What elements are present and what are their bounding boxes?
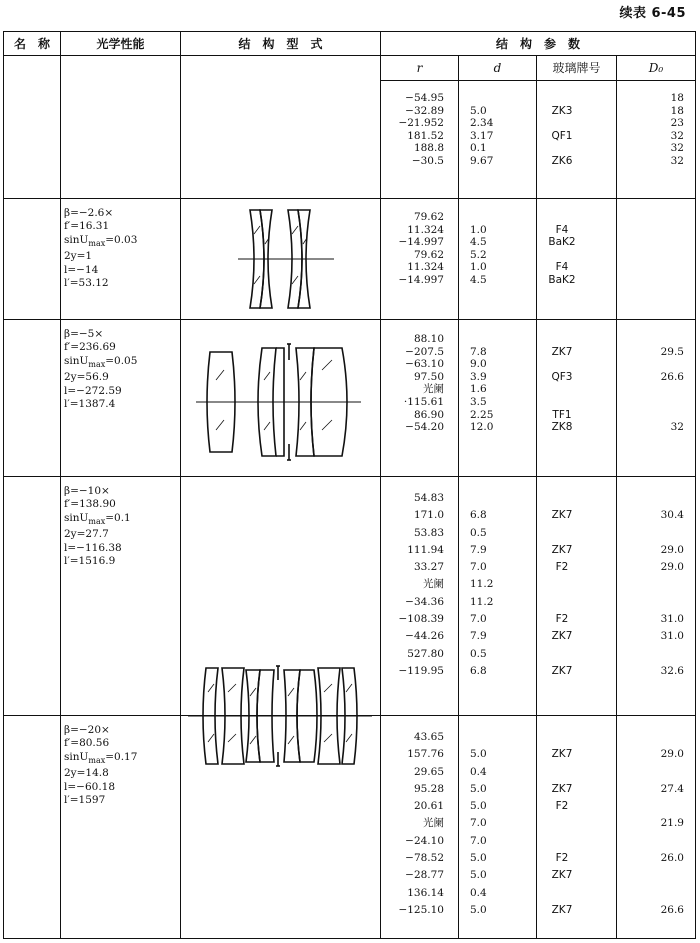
lens-diagram-2 bbox=[196, 340, 366, 468]
d-values: 6.8 0.5 7.9 7.0 11.2 11.2 7.0 7.9 0.5 6.8 bbox=[470, 509, 494, 677]
performance-block bbox=[64, 207, 178, 291]
r-values: 88.10 −207.5 −63.10 97.50 光阑 ·115.61 86.90 −54.20 bbox=[403, 333, 444, 434]
glass-values: ZK7 ZK7 F2 F2 ZK7 ZK7 bbox=[551, 509, 573, 677]
performance-block: β=−5× f′=236.69 sinU$_{max}$=0.05 2y=56.9 l=−272.59 l′=1387.4 bbox=[64, 328, 138, 411]
glass-values: ZK7 ZK7 F2 F2 ZK7 ZK7 bbox=[551, 748, 573, 916]
d-values: 7.8 9.0 3.9 1.6 3.5 2.25 12.0 bbox=[470, 345, 494, 434]
D0-values: 29.0 27.4 21.9 26.0 26.6 bbox=[660, 748, 684, 916]
header-structure-params: 结 构 参 数 bbox=[495, 37, 580, 51]
performance-block: β=−10× f′=138.90 sinU$_{max}$=0.1 2y=27.7 l=−116.38 l′=1516.9 bbox=[64, 485, 131, 568]
r-values: −54.95 −32.89 −21.952 181.52 188.8 −30.5 bbox=[398, 92, 444, 167]
D0-values: 29.5 26.6 32 bbox=[660, 345, 684, 434]
header-D0: D₀ bbox=[648, 61, 664, 75]
glass-values: ZK7 QF3 TF1 ZK8 bbox=[551, 345, 573, 434]
perf-na: sinU$_{max}$=0.03 bbox=[64, 233, 138, 248]
header-optical-performance: 光学性能 bbox=[96, 37, 145, 51]
d-values: 5.0 0.4 5.0 5.0 7.0 7.0 5.0 5.0 0.4 5.0 bbox=[470, 748, 487, 916]
perf-focal-length: f′=16.31 bbox=[64, 220, 110, 233]
D0-values: 30.4 29.0 29.0 31.0 31.0 32.6 bbox=[660, 509, 684, 677]
lens-diagram-3 bbox=[188, 662, 372, 772]
lens-diagram-1 bbox=[236, 204, 336, 314]
perf-image-distance: l′=53.12 bbox=[64, 277, 109, 290]
performance-block: β=−20× f′=80.56 sinU$_{max}$=0.17 2y=14.8 l=−60.18 l′=1597 bbox=[64, 724, 138, 807]
header-structure-type: 结 构 型 式 bbox=[238, 37, 323, 51]
header-glass: 玻璃牌号 bbox=[552, 61, 601, 75]
perf-object-distance: l=−14 bbox=[64, 263, 99, 276]
r-values: 79.62 11.324 −14.997 79.62 11.324 −14.997 bbox=[398, 211, 444, 286]
header-d: d bbox=[493, 61, 502, 75]
header-name: 名 称 bbox=[13, 37, 50, 51]
perf-field: 2y=1 bbox=[64, 250, 93, 263]
D0-values: 18 18 23 32 32 32 bbox=[670, 92, 684, 167]
d-values: 1.0 4.5 5.2 1.0 4.5 bbox=[470, 223, 487, 286]
d-values: 5.0 2.34 3.17 0.1 9.67 bbox=[470, 104, 494, 167]
perf-magnification: β=−2.6× bbox=[64, 207, 114, 219]
table-caption: 续表 6-45 bbox=[619, 6, 686, 21]
r-values: 43.65 157.76 29.65 95.28 20.61 光阑 −24.10 −78.52 −28.77 136.14 −125.10 bbox=[398, 731, 444, 916]
glass-values: ZK3 QF1 ZK6 bbox=[551, 104, 573, 167]
header-r: r bbox=[416, 61, 423, 75]
glass-values: F4 BaK2 F4 BaK2 bbox=[548, 223, 576, 286]
r-values: 54.83 171.0 53.83 111.94 33.27 光阑 −34.36 −108.39 −44.26 527.80 −119.95 bbox=[398, 492, 444, 677]
